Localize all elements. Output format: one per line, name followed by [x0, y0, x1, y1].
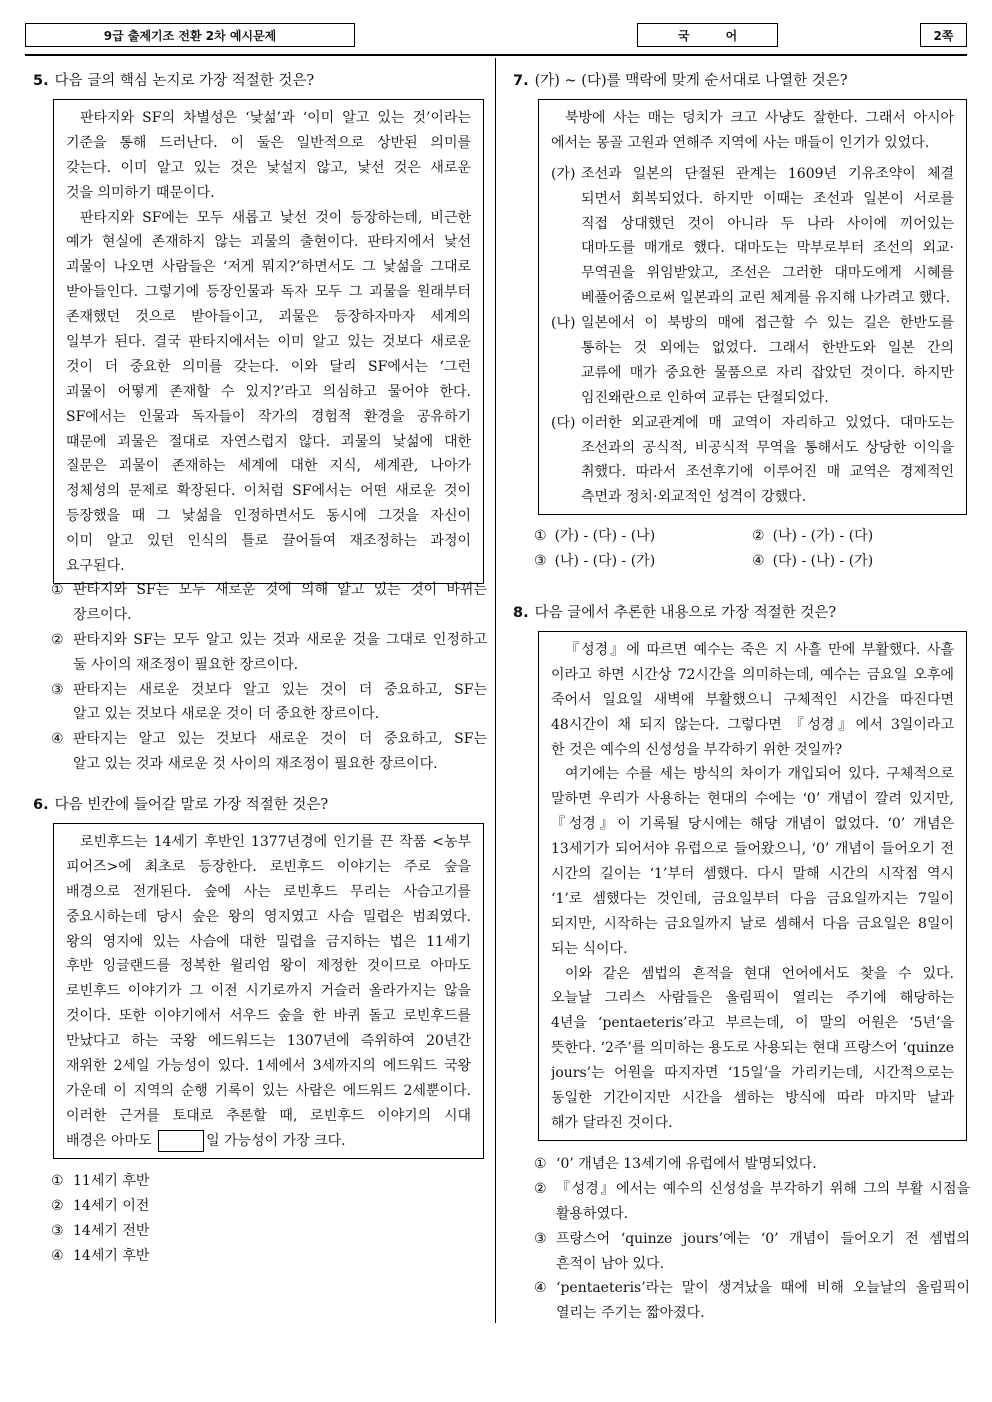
q6-passage-box: [53, 823, 484, 1159]
answer-option[interactable]: [51, 1219, 351, 1244]
question-number: 7.: [513, 73, 529, 89]
text-line: 임진왜란으로 인하여 교류는 단절되었다.: [581, 389, 829, 406]
option-number: ①: [534, 1156, 547, 1172]
text-line: 일부가 된다. 결국 판타지에서는 이미 알고 있는 것보다 새로운: [66, 334, 471, 351]
header-rule: [25, 54, 967, 56]
text-line: 대마도를 매개로 했다. 대마도는 막부로부터 조선의 외교·: [581, 240, 954, 257]
text-line: [66, 1129, 471, 1154]
option-number: ②: [51, 1197, 64, 1214]
q8-options: [534, 1152, 970, 1326]
text-line: 에서는 몽골 고원과 연해주 지역에 사는 매들이 인기가 있었다.: [551, 134, 930, 151]
option-text: (다) - (나) - (가): [772, 553, 874, 569]
answer-option[interactable]: [534, 1276, 970, 1326]
question-number: 6.: [33, 797, 49, 813]
text-line: ‘pentaeteris’라는 말이 생겨났을 때에 비해 오늘날의 올림픽이: [556, 1280, 970, 1297]
text-line: 『성경』이 기록될 당시에는 해당 개념이 없었다. ‘0’ 개념은: [551, 816, 954, 833]
text-line: 요구된다.: [66, 558, 125, 575]
text-line: 둘 사이의 재조정이 필요한 장르이다.: [73, 656, 299, 673]
exam-title: 9급 출제기조 전환 2차 예시문제: [25, 23, 355, 47]
option-number: ④: [752, 553, 765, 569]
text-line: 존재했던 것으로 받아들이고, 괴물은 등장하자마자 세계의: [66, 309, 471, 326]
text-line: 교류에 매가 중요한 물품으로 자리 잡았던 것이다. 하지만: [581, 364, 954, 381]
question-prompt: (가) ~ (다)를 맥락에 맞게 순서대로 나열한 것은?: [534, 73, 848, 89]
text-line: 한 것은 예수의 신성성을 부각하기 위한 것일까?: [551, 741, 843, 758]
text-line: 배경으로 전개된다. 숲에 사는 로빈후드 무리는 사슴고기를: [66, 883, 471, 900]
text-line: 피어즈>에 최초로 등장한다. 로빈후드 이야기는 주로 숲을: [66, 858, 471, 875]
answer-option[interactable]: [752, 549, 873, 574]
text-line: 북방에 사는 매는 덩치가 크고 사냥도 잘한다. 그래서 아시아: [565, 110, 954, 126]
text-line: 받아들인다. 그렇기에 등장인물과 독자 모두 그 괴물을 원래부터: [66, 284, 471, 301]
text-line: 것을 의미하기 때문이다.: [66, 184, 215, 201]
text-line: 질문은 괴물이 존재하는 세계에 대한 지식, 세계관, 나아가: [66, 458, 471, 475]
text-line: 활용하였다.: [556, 1205, 629, 1222]
option-text: 14세기 이전: [73, 1197, 150, 1214]
answer-option[interactable]: [51, 1244, 351, 1269]
option-number: ②: [752, 528, 765, 544]
text-line: 되는 식이다.: [551, 940, 628, 957]
text-line: 만났다고 하는 국왕 에드워드는 1307년에 즉위하여 20년간: [66, 1033, 471, 1050]
text-line: 뜻한다. ‘2주’를 의미하는 용도로 사용되는 현대 프랑스어 ‘quinze: [551, 1040, 954, 1057]
text-line: 괴물이 어떻게 존재할 수 있지?’라고 의심하고 물어야 한다.: [66, 383, 471, 400]
option-text: 14세기 전반: [73, 1222, 150, 1239]
text-line: 판타지와 SF의 차별성은 ‘낯섦’과 ‘이미 알고 있는 것’이라는: [80, 110, 471, 126]
answer-option[interactable]: [51, 578, 487, 628]
option-text: (나) - (가) - (다): [772, 528, 874, 544]
text-after-blank: 일 가능성이 가장 크다.: [206, 1132, 346, 1149]
text-line: 해가 달라진 것이다.: [551, 1114, 673, 1131]
column-divider: [495, 58, 496, 1323]
option-number: ①: [51, 1173, 64, 1189]
answer-option[interactable]: [752, 524, 873, 549]
answer-option[interactable]: [534, 1177, 970, 1227]
text-line: 이러한 외교관계에 매 교역이 자리하고 있었다. 대마도는: [581, 414, 954, 431]
option-number: ④: [534, 1280, 547, 1297]
answer-option[interactable]: [534, 524, 655, 549]
passage-item: [551, 411, 954, 511]
text-line: 되면서 회복되었다. 하지만 이때는 조선과 일본이 서로를: [581, 190, 954, 207]
answer-option[interactable]: [51, 727, 487, 777]
option-text: 14세기 후반: [73, 1247, 150, 1264]
answer-option[interactable]: [51, 1169, 351, 1194]
q7-passage-box: [538, 99, 967, 515]
text-line: 등장했을 때 그 낯섦을 인정하면서도 동시에 그것을 자신이: [66, 508, 471, 525]
option-number: ②: [534, 1180, 547, 1197]
text-before-blank: 배경은 아마도: [66, 1132, 152, 1149]
q8-passage-box: [538, 631, 967, 1141]
answer-blank: [158, 1130, 204, 1152]
answer-option[interactable]: [51, 1194, 351, 1219]
text-line: 취했다. 따라서 조선후기에 이루어진 매 교역은 경제적인: [581, 464, 954, 481]
text-line: 통하는 것 외에는 없었다. 그래서 한반도와 일본 간의: [581, 340, 954, 357]
question-number: 5.: [33, 73, 49, 89]
text-line: 베풀어줌으로써 일본과의 교린 체계를 유지해 나가려고 했다.: [581, 290, 951, 307]
text-line: 갖는다. 이미 알고 있는 것은 낯설지 않고, 낯선 것은 새로운: [66, 159, 471, 176]
text-line: 말하면 우리가 사용하는 현대의 수에는 ‘0’ 개념이 깔려 있지만,: [551, 791, 954, 808]
option-number: ①: [51, 582, 64, 598]
answer-option[interactable]: [51, 678, 487, 728]
text-line: 판타지와 SF는 모두 알고 있는 것과 새로운 것을 그대로 인정하고: [73, 631, 487, 648]
answer-option[interactable]: [534, 1227, 970, 1277]
text-line: 동일한 기간이지만 시간을 셈하는 방식에 따라 마지막 날과: [551, 1090, 954, 1107]
text-line: 이미 알고 있던 인식의 틀로 끌어들여 재조정하는 과정이: [66, 533, 471, 550]
subject-label: 국 어: [637, 23, 778, 47]
text-line: 여기에는 수를 세는 방식의 차이가 개입되어 있다. 구체적으로: [565, 766, 954, 783]
text-line: 괴물이 나오면 사람들은 ‘저게 뭐지?’하면서도 그 낯섦을 그대로: [66, 259, 471, 276]
text-line: ‘1’로 셈했다는 것인데, 금요일부터 다음 금요일까지는 7일이: [551, 890, 954, 907]
item-label: (다): [551, 414, 576, 431]
text-line: 판타지는 새로운 것보다 알고 있는 것이 더 중요하고, SF는: [73, 681, 487, 698]
text-line: 일본에서 이 북방의 매에 접근할 수 있는 길은 한반도를: [581, 315, 954, 332]
passage-item: [551, 311, 954, 411]
text-line: 왕의 영지에 있는 사슴에 대한 밀렵을 금지하는 법은 11세기: [66, 933, 471, 950]
text-line: 4년을 ‘pentaeteris’라고 부르는데, 이 말의 어원은 ‘5년’을: [551, 1015, 954, 1032]
question-8: [513, 601, 836, 625]
text-line: 예가 현실에 존재하지 않는 괴물의 출현이다. 판타지에서 낯선: [66, 234, 471, 251]
text-line: 것이다. 또한 이야기에서 서우드 숲을 한 바퀴 돌고 로빈후드를: [66, 1008, 471, 1025]
question-prompt: 다음 빈칸에 들어갈 말로 가장 적절한 것은?: [54, 797, 329, 813]
text-line: 프랑스어 ‘quinze jours’에는 ‘0’ 개념이 들어오기 전 셈법의: [556, 1230, 970, 1247]
text-line: 측면과 정치·외교적인 성격이 강했다.: [581, 489, 807, 506]
question-prompt: 다음 글에서 추론한 내용으로 가장 적절한 것은?: [534, 605, 837, 621]
text-line: 오늘날 그리스 사람들은 올림픽이 열리는 주기에 해당하는: [551, 990, 954, 1007]
option-number: ①: [534, 528, 547, 544]
text-line: 흔적이 남아 있다.: [556, 1255, 665, 1272]
answer-option[interactable]: [534, 549, 655, 574]
question-7: [513, 69, 848, 93]
text-line: 때문에 괴물은 절대로 자연스럽지 않다. 괴물의 낯섦에 대한: [66, 433, 471, 450]
option-number: ③: [51, 681, 64, 698]
text-line: 『성경』에서는 예수의 신성성을 부각하기 위해 그의 부활 시점을: [556, 1180, 970, 1197]
text-line: 죽어서 일요일 새벽에 부활했으니 구체적인 시간을 따진다면: [551, 691, 954, 708]
text-line: 것이 더 중요한 의미를 갖는다. 이와 달리 SF에서는 ‘그런: [66, 358, 471, 375]
option-text: (가) - (다) - (나): [554, 528, 656, 544]
text-line: 정체성의 문제로 확장된다. 이처럼 SF에서는 어떤 새로운 것이: [66, 483, 471, 500]
text-line: 시간의 길이는 ‘1’부터 셈했다. 다시 말해 시간의 시작점 역시: [551, 866, 954, 883]
text-line: 13세기가 되어서야 유럽으로 들어왔으니, ‘0’ 개념이 들어오기 전: [551, 841, 954, 858]
text-line: 조선과 일본의 단절된 관계는 1609년 기유조약이 체결: [581, 165, 954, 182]
text-line: 직접 상대했던 것이 아니라 두 나라 사이에 끼어있는: [581, 215, 954, 232]
text-line: 판타지와 SF에는 모두 새롭고 낯선 것이 등장하는데, 비근한: [80, 209, 471, 226]
text-line: 『성경』에 따르면 예수는 죽은 지 사흘 만에 부활했다. 사흘: [565, 642, 954, 658]
text-line: 가운데 이 지역의 순행 기록이 있는 사람은 에드워드 2세뿐이다.: [66, 1082, 471, 1099]
answer-option[interactable]: [51, 628, 487, 678]
text-line: 판타지와 SF는 모두 새로운 것에 의해 알고 있는 것이 바뀌는: [73, 582, 487, 598]
question-6: [33, 793, 328, 817]
text-line: 이러한 근거를 토대로 추론할 때, 로빈후드 이야기의 시대: [66, 1107, 471, 1124]
passage-item: [551, 162, 954, 311]
text-line: 기준을 통해 드러난다. 이 둘은 일반적으로 상반된 의미를: [66, 134, 471, 151]
option-number: ②: [51, 631, 64, 648]
text-line: 48시간이 채 되지 않는다. 그렇다면 『성경』에서 3일이라고: [551, 716, 954, 733]
option-text: 11세기 후반: [73, 1173, 150, 1189]
text-line: 알고 있는 것보다 새로운 것이 더 중요한 장르이다.: [73, 706, 380, 723]
option-number: ④: [51, 731, 64, 748]
text-line: 판타지는 알고 있는 것보다 새로운 것이 더 중요하고, SF는: [73, 731, 487, 748]
text-line: 로빈후드는 14세기 후반인 1377년경에 인기를 끈 작품 <농부: [80, 834, 471, 850]
text-line: ‘0’ 개념은 13세기에 유럽에서 발명되었다.: [556, 1156, 817, 1172]
q6-options: [51, 1169, 351, 1269]
option-number: ③: [534, 1230, 547, 1247]
text-line: jours’는 어원을 따지자면 ‘15일’을 가리키는데, 시간적으로는: [551, 1065, 954, 1082]
item-label: (가): [551, 165, 576, 182]
text-line: SF에서는 인물과 독자들이 작가의 경험적 환경을 공유하기: [66, 408, 471, 425]
text-line: 중요시하는데 당시 숲은 왕의 영지였고 사슴 밀렵은 범죄였다.: [66, 908, 471, 925]
text-line: 재위한 2세일 가능성이 있다. 1세에서 3세까지의 에드워드 국왕: [66, 1058, 471, 1075]
option-number: ③: [51, 1222, 64, 1239]
text-line: 이라고 하면 시간상 72시간을 의미하는데, 예수는 금요일 오후에: [551, 666, 954, 683]
answer-option[interactable]: [534, 1152, 970, 1177]
q5-passage-box: [53, 99, 484, 584]
question-5: [33, 69, 314, 93]
option-number: ③: [534, 553, 547, 569]
option-number: ④: [51, 1247, 64, 1264]
text-line: 무역권을 위임받았고, 조선은 그러한 대마도에게 시혜를: [581, 265, 954, 282]
text-line: 열리는 주기는 짧아졌다.: [556, 1305, 705, 1322]
text-line: 알고 있는 것과 새로운 것 사이의 재조정이 필요한 장르이다.: [73, 756, 438, 773]
page-number: 2쪽: [920, 23, 967, 47]
question-number: 8.: [513, 605, 529, 621]
text-line: 장르이다.: [73, 606, 132, 623]
question-prompt: 다음 글의 핵심 논지로 가장 적절한 것은?: [54, 73, 315, 89]
text-line: 되지만, 시작하는 금요일까지 날로 셈해서 다음 금요일은 8일이: [551, 915, 954, 932]
text-line: 이와 같은 셈법의 흔적을 현대 언어에서도 찾을 수 있다.: [565, 965, 954, 982]
text-line: 후반 잉글랜드를 정복한 윌리엄 왕이 제정한 것이므로 아마도: [66, 958, 471, 975]
text-line: 조선과의 공식적, 비공식적 무역을 통해서도 상당한 이익을: [581, 439, 954, 456]
item-label: (나): [551, 315, 576, 332]
text-line: 로빈후드 이야기가 그 이전 시기로까지 거슬러 올라가지는 않을: [66, 983, 471, 1000]
option-text: (나) - (다) - (가): [554, 553, 656, 569]
q5-options: [51, 578, 487, 777]
